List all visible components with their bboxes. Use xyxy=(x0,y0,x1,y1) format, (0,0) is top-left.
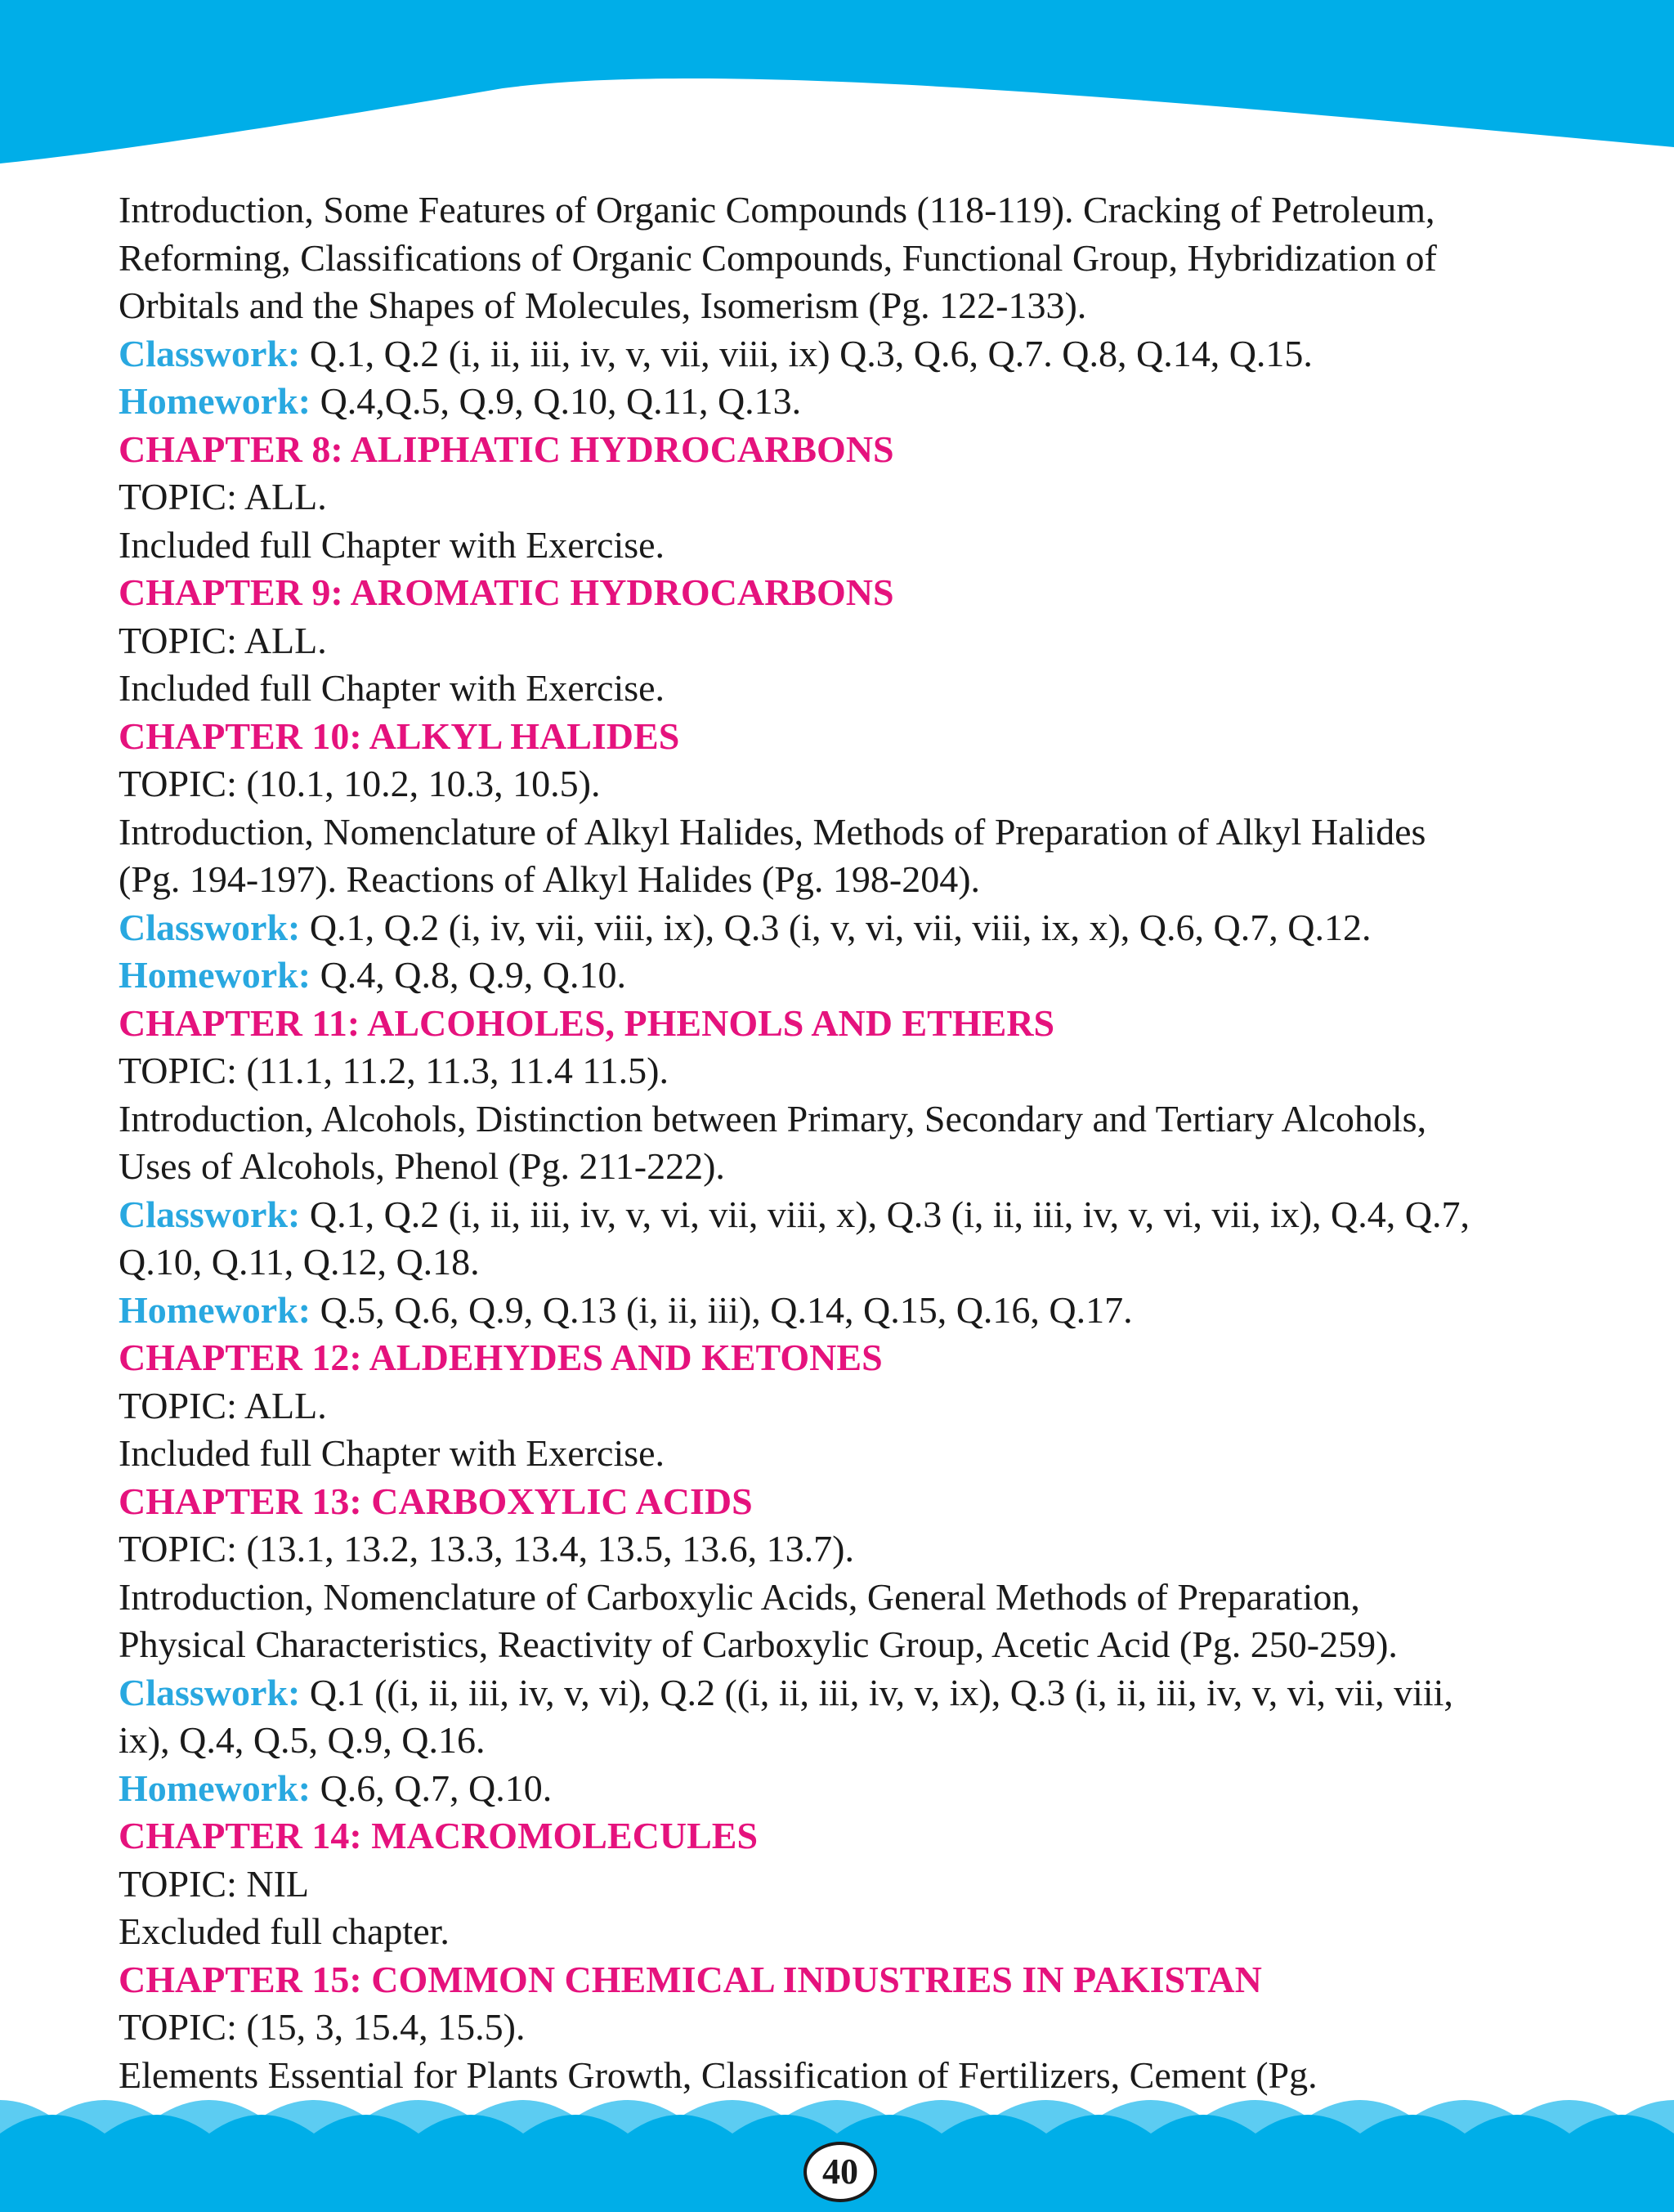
text-line xyxy=(119,1860,1590,1909)
body-text: TOPIC: (15, 3, 15.4, 15.5). xyxy=(119,2006,526,2048)
text-line xyxy=(119,235,1590,283)
assignment-label: Classwork: xyxy=(119,332,301,374)
text-line xyxy=(119,1382,1590,1431)
body-text: Included full Chapter with Exercise. xyxy=(119,667,665,709)
text-line xyxy=(119,1717,1590,1765)
assignment-label: Classwork: xyxy=(119,906,301,948)
assignment-label: Classwork: xyxy=(119,1193,301,1235)
chapter-heading: CHAPTER 11: ALCOHOLES, PHENOLS AND ETHERS xyxy=(119,1001,1055,1044)
body-text: TOPIC: ALL. xyxy=(119,619,327,661)
body-text: Q.1, Q.2 (i, ii, iii, iv, v, vii, viii, ix) Q.3, Q.6, Q.7. Q.8, Q.14, Q.15. xyxy=(300,332,1313,374)
text-line xyxy=(119,186,1590,235)
body-text: Q.4,Q.5, Q.9, Q.10, Q.11, Q.13. xyxy=(311,380,802,422)
assignment-label: Homework: xyxy=(119,1766,311,1809)
text-line xyxy=(119,617,1590,665)
text-line xyxy=(119,1238,1590,1287)
text-line xyxy=(119,1334,1590,1382)
body-text: Reforming, Classifications of Organic Compounds, Functional Group, Hybridization of xyxy=(119,236,1437,279)
body-text: Introduction, Some Features of Organic Compounds (118-119). Cracking of Petroleum, xyxy=(119,189,1435,231)
body-text: Q.1, Q.2 (i, ii, iii, iv, v, vi, vii, viii, x), Q.3 (i, ii, iii, iv, v, vi, vii, ix), Q.4, Q.7, xyxy=(300,1193,1470,1235)
body-text: Q.6, Q.7, Q.10. xyxy=(311,1766,553,1809)
text-line xyxy=(119,1956,1590,2004)
chapter-heading: CHAPTER 15: COMMON CHEMICAL INDUSTRIES IN PAKISTAN xyxy=(119,1958,1262,2000)
text-line xyxy=(119,952,1590,1000)
text-line xyxy=(119,713,1590,761)
body-text: Q.10, Q.11, Q.12, Q.18. xyxy=(119,1241,480,1283)
body-text: Excluded full chapter. xyxy=(119,1910,450,1952)
text-line xyxy=(119,569,1590,617)
body-text: Q.5, Q.6, Q.9, Q.13 (i, ii, iii), Q.14, Q.15, Q.16, Q.17. xyxy=(311,1288,1133,1331)
body-text: Introduction, Nomenclature of Alkyl Halides, Methods of Preparation of Alkyl Halides xyxy=(119,810,1426,853)
text-line xyxy=(119,330,1590,378)
body-text: TOPIC: ALL. xyxy=(119,1384,327,1426)
text-line xyxy=(119,2004,1590,2052)
body-text: Q.1 ((i, ii, iii, iv, v, vi), Q.2 ((i, ii, iii, iv, v, ix), Q.3 (i, ii, iii, iv, v, vi, vii, viii, xyxy=(300,1671,1453,1713)
body-text: Uses of Alcohols, Phenol (Pg. 211-222). xyxy=(119,1145,725,1187)
page-content xyxy=(119,186,1590,2099)
text-line xyxy=(119,1525,1590,1574)
assignment-label: Homework: xyxy=(119,954,311,996)
body-text: TOPIC: (11.1, 11.2, 11.3, 11.4 11.5). xyxy=(119,1050,669,1091)
body-text: Q.1, Q.2 (i, iv, vii, viii, ix), Q.3 (i, v, vi, vii, viii, ix, x), Q.6, Q.7, Q.12. xyxy=(300,906,1372,948)
body-text: Elements Essential for Plants Growth, Classification of Fertilizers, Cement (Pg. xyxy=(119,2053,1318,2096)
body-text: Introduction, Nomenclature of Carboxylic Acids, General Methods of Preparation, xyxy=(119,1575,1360,1618)
text-line xyxy=(119,282,1590,330)
body-text: (Pg. 194-197). Reactions of Alkyl Halides (Pg. 198-204). xyxy=(119,858,981,900)
assignment-label: Homework: xyxy=(119,1288,311,1331)
text-line xyxy=(119,760,1590,808)
chapter-heading: CHAPTER 9: AROMATIC HYDROCARBONS xyxy=(119,571,894,613)
text-line xyxy=(119,1765,1590,1813)
text-line xyxy=(119,1812,1590,1860)
chapter-heading: CHAPTER 8: ALIPHATIC HYDROCARBONS xyxy=(119,428,894,470)
body-text: TOPIC: ALL. xyxy=(119,476,327,517)
text-line xyxy=(119,904,1590,952)
assignment-label: Classwork: xyxy=(119,1671,301,1713)
body-text: Physical Characteristics, Reactivity of Carboxylic Group, Acetic Acid (Pg. 250-259). xyxy=(119,1623,1398,1665)
body-text: TOPIC: (10.1, 10.2, 10.3, 10.5). xyxy=(119,763,601,804)
body-text: Included full Chapter with Exercise. xyxy=(119,523,665,566)
text-line xyxy=(119,1047,1590,1095)
text-line xyxy=(119,808,1590,857)
text-line xyxy=(119,1669,1590,1717)
text-line xyxy=(119,665,1590,713)
text-line xyxy=(119,1908,1590,1956)
body-text: Introduction, Alcohols, Distinction between Primary, Secondary and Tertiary Alcohols, xyxy=(119,1097,1427,1140)
body-text: ix), Q.4, Q.5, Q.9, Q.16. xyxy=(119,1719,486,1761)
text-line xyxy=(119,378,1590,426)
text-line xyxy=(119,426,1590,474)
text-line xyxy=(119,1287,1590,1335)
text-line xyxy=(119,1191,1590,1239)
text-line xyxy=(119,1478,1590,1526)
body-text: TOPIC: (13.1, 13.2, 13.3, 13.4, 13.5, 13.6, 13.7). xyxy=(119,1528,854,1569)
text-line xyxy=(119,1574,1590,1622)
chapter-heading: CHAPTER 14: MACROMOLECULES xyxy=(119,1815,759,1856)
body-text: Orbitals and the Shapes of Molecules, Isomerism (Pg. 122-133). xyxy=(119,284,1087,326)
text-line xyxy=(119,1621,1590,1669)
text-line xyxy=(119,1430,1590,1478)
top-banner-shape xyxy=(0,0,1674,163)
chapter-heading: CHAPTER 13: CARBOXYLIC ACIDS xyxy=(119,1480,753,1522)
text-line xyxy=(119,1000,1590,1048)
top-banner xyxy=(0,0,1674,180)
text-line xyxy=(119,1095,1590,1144)
chapter-heading: CHAPTER 10: ALKYL HALIDES xyxy=(119,714,680,757)
assignment-label: Homework: xyxy=(119,380,311,422)
body-text: TOPIC: NIL xyxy=(119,1862,309,1905)
text-line xyxy=(119,473,1590,522)
body-text: Q.4, Q.8, Q.9, Q.10. xyxy=(311,954,626,996)
page-number: 40 xyxy=(803,2142,877,2202)
body-text: Included full Chapter with Exercise. xyxy=(119,1432,665,1474)
text-line xyxy=(119,856,1590,904)
chapter-heading: CHAPTER 12: ALDEHYDES AND KETONES xyxy=(119,1337,883,1378)
text-line xyxy=(119,522,1590,570)
text-line xyxy=(119,1143,1590,1191)
